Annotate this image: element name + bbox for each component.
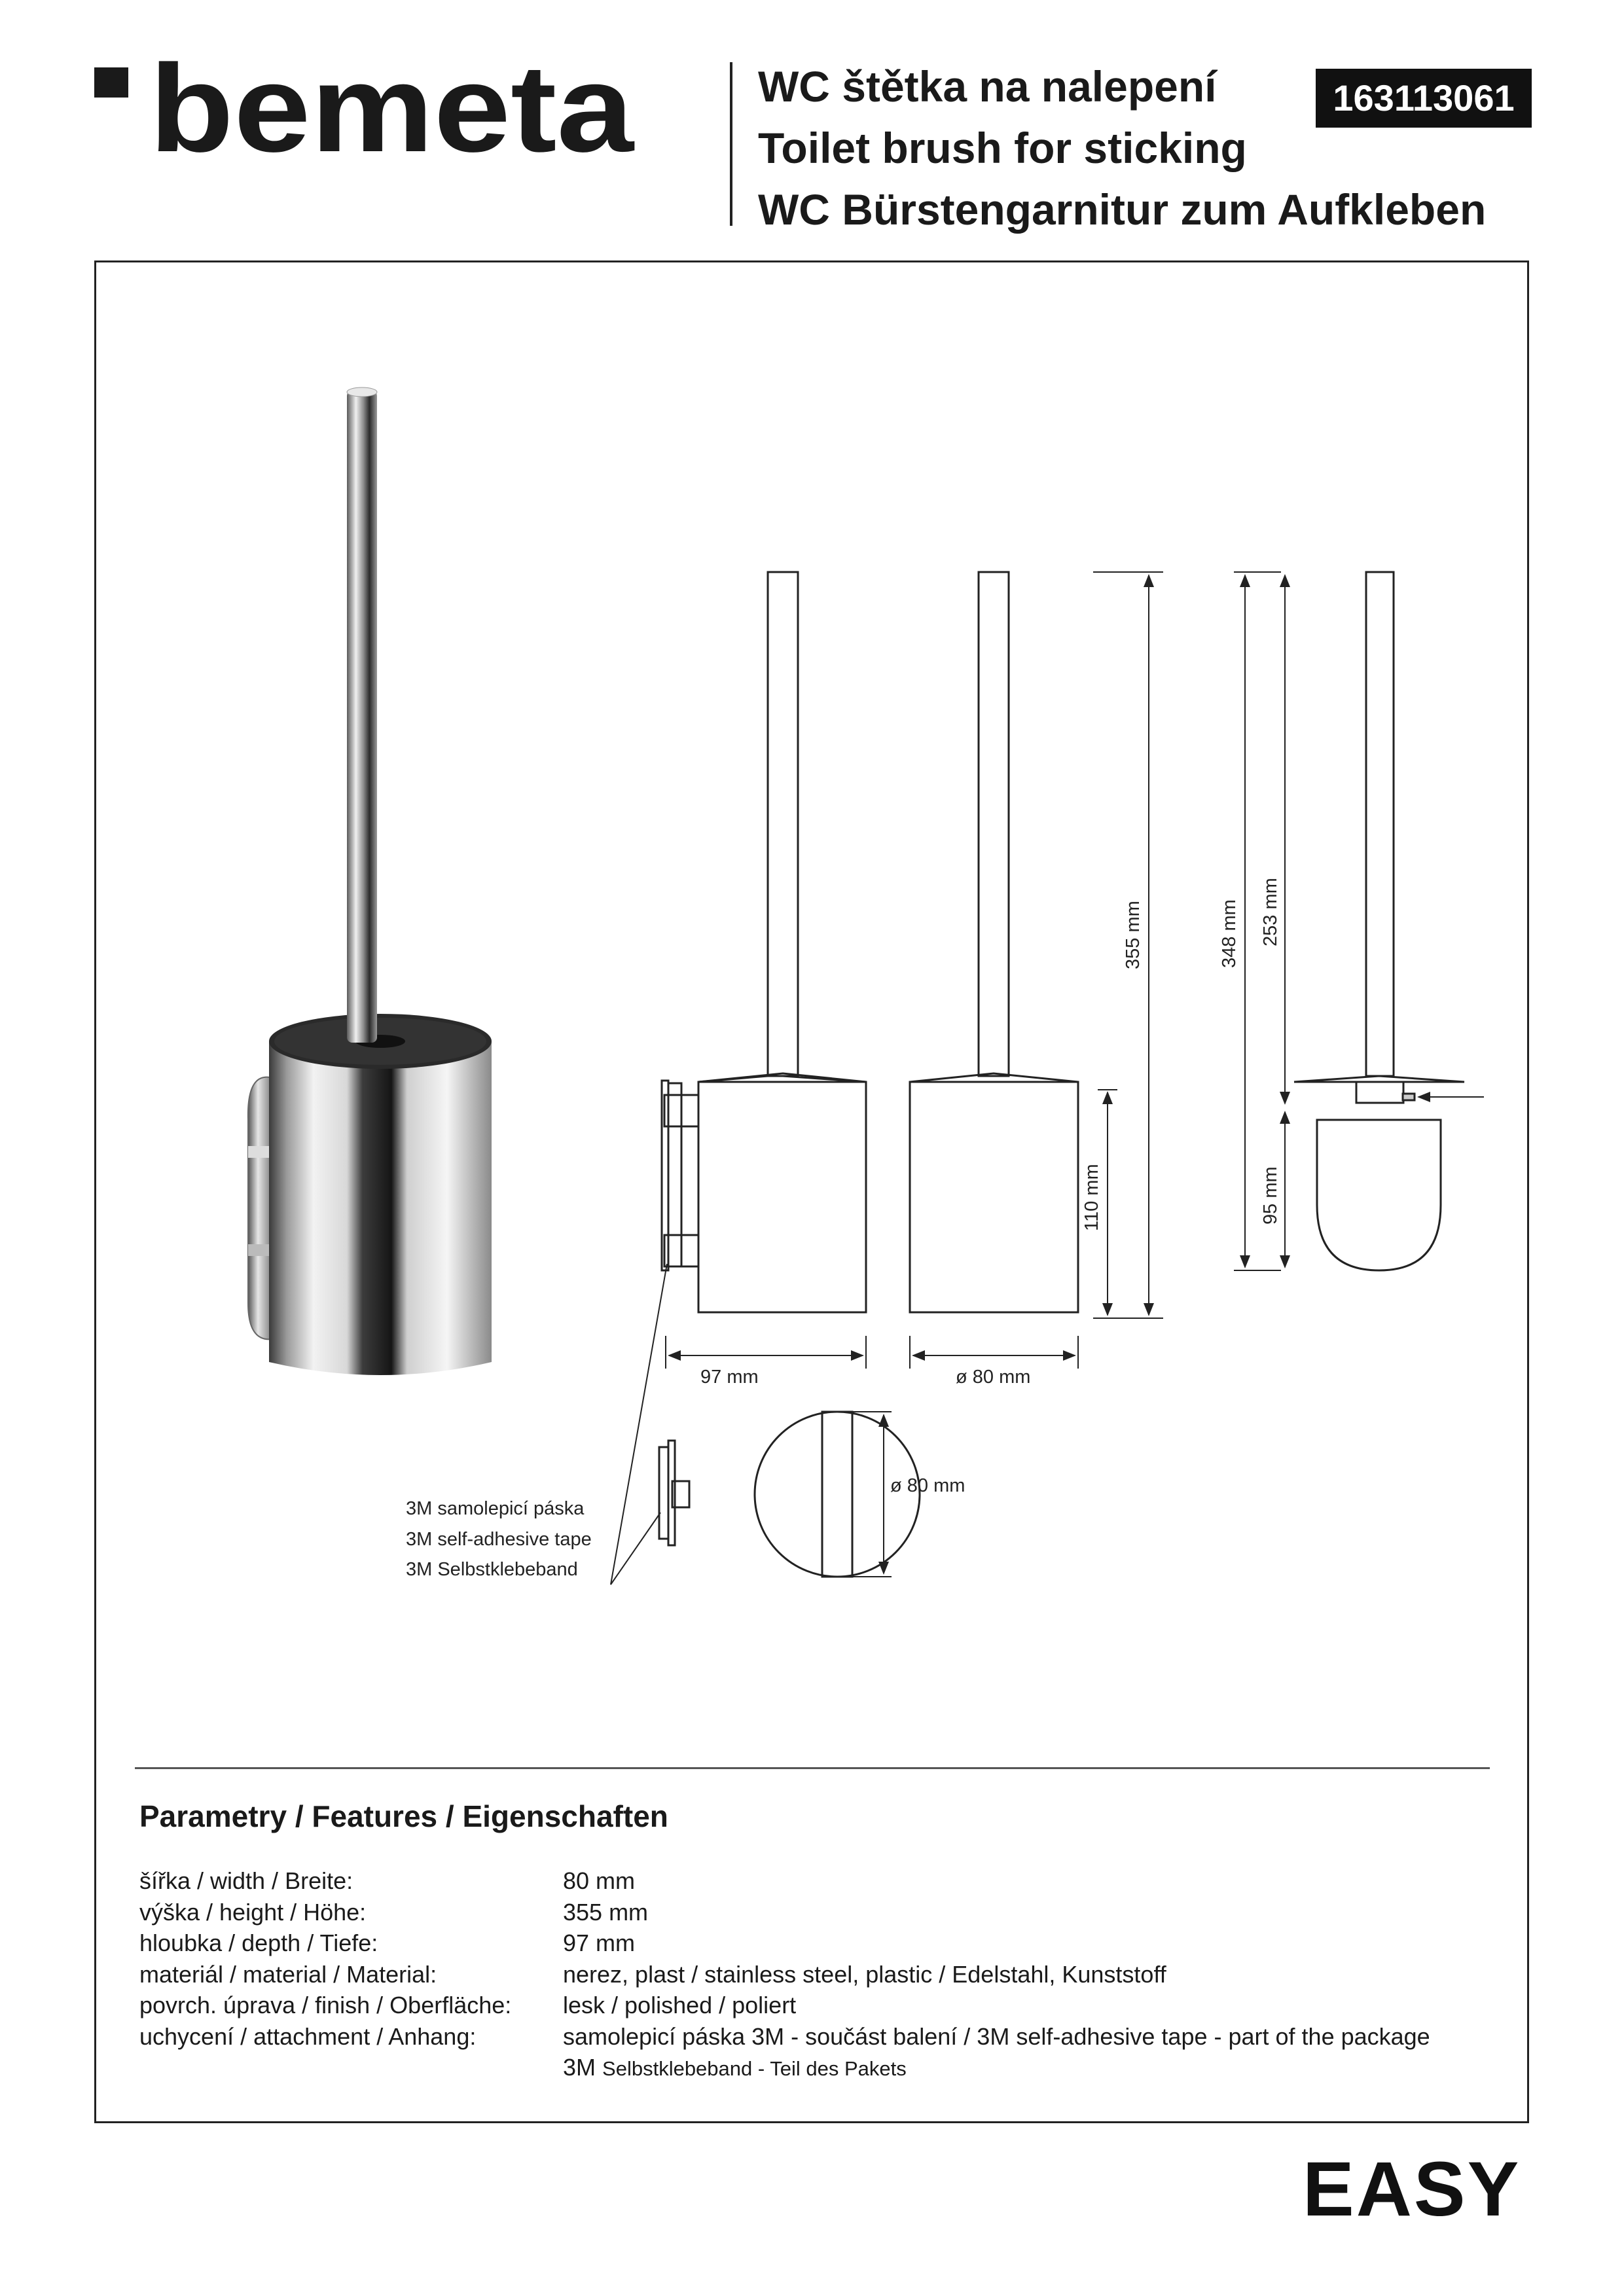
dim-depth: 97 mm — [700, 1367, 759, 1388]
logo-wordmark: bemeta — [149, 56, 635, 160]
dim-holder-height: 110 mm — [1081, 1164, 1102, 1231]
feature-value-cont: 3M Selbstklebeband - Teil des Pakets — [563, 2054, 907, 2081]
holder-cup — [269, 1041, 492, 1375]
product-code-badge: 163113061 — [1316, 69, 1532, 128]
feature-label: povrch. úprava / finish / Oberfläche: — [139, 1992, 512, 2018]
dim-handle-height: 253 mm — [1260, 878, 1281, 946]
feature-row-attachment — [139, 2021, 1430, 2053]
feature-label: uchycení / attachment / Anhang: — [139, 2022, 477, 2050]
technical-drawing — [96, 262, 1527, 1761]
side-view — [662, 572, 866, 1312]
dim-brush-height: 348 mm — [1219, 899, 1240, 968]
feature-value: 97 mm — [563, 1929, 636, 1956]
title-german: WC Bürstengarnitur zum Aufkleben — [758, 185, 1487, 234]
feature-label: materiál / material / Material: — [139, 1960, 437, 1988]
header-divider — [730, 62, 732, 226]
dim-head-height: 95 mm — [1260, 1166, 1281, 1225]
dim-total-height: 355 mm — [1123, 901, 1144, 969]
feature-row-finish — [139, 1990, 1430, 2021]
section-divider — [135, 1767, 1490, 1769]
feature-row-attachment-cont — [139, 2052, 1430, 2085]
feature-value: 355 mm — [563, 1898, 649, 1926]
top-view — [659, 1412, 920, 1577]
feature-value: nerez, plast / stainless steel, plastic / Edelstahl, Kunststoff — [563, 1960, 1166, 1988]
brush-view — [1294, 572, 1464, 1270]
feature-row-height — [139, 1897, 1430, 1928]
tape-label-czech: 3M samolepicí páska — [406, 1498, 585, 1519]
feature-label: hloubka / depth / Tiefe: — [139, 1929, 378, 1956]
features-table — [139, 1865, 1430, 2085]
dim-diameter-top: ø 80 mm — [890, 1475, 965, 1496]
feature-label: šířka / width / Breite: — [139, 1867, 353, 1894]
feature-value: 80 mm — [563, 1867, 636, 1894]
feature-label: výška / height / Höhe: — [139, 1898, 367, 1926]
feature-row-width — [139, 1865, 1430, 1897]
feature-value: lesk / polished / poliert — [563, 1992, 797, 2018]
dim-diameter-front: ø 80 mm — [956, 1367, 1031, 1388]
tape-label-german: 3M Selbstklebeband — [406, 1559, 578, 1580]
product-photo — [248, 387, 492, 1375]
feature-row-material — [139, 1959, 1430, 1990]
series-name: EASY — [1303, 2146, 1521, 2233]
feature-row-depth — [139, 1928, 1430, 1959]
front-view — [910, 572, 1078, 1312]
tape-label-english: 3M self-adhesive tape — [406, 1529, 592, 1550]
features-heading: Parametry / Features / Eigenschaften — [139, 1799, 668, 1833]
bemeta-logo — [92, 56, 641, 160]
brush-handle — [347, 391, 377, 1043]
feature-value: samolepicí páska 3M - součást balení / 3M self-adhesive tape - part of the package — [563, 2022, 1430, 2050]
title-czech: WC štětka na nalepení — [758, 62, 1217, 111]
title-english: Toilet brush for sticking — [758, 124, 1247, 172]
